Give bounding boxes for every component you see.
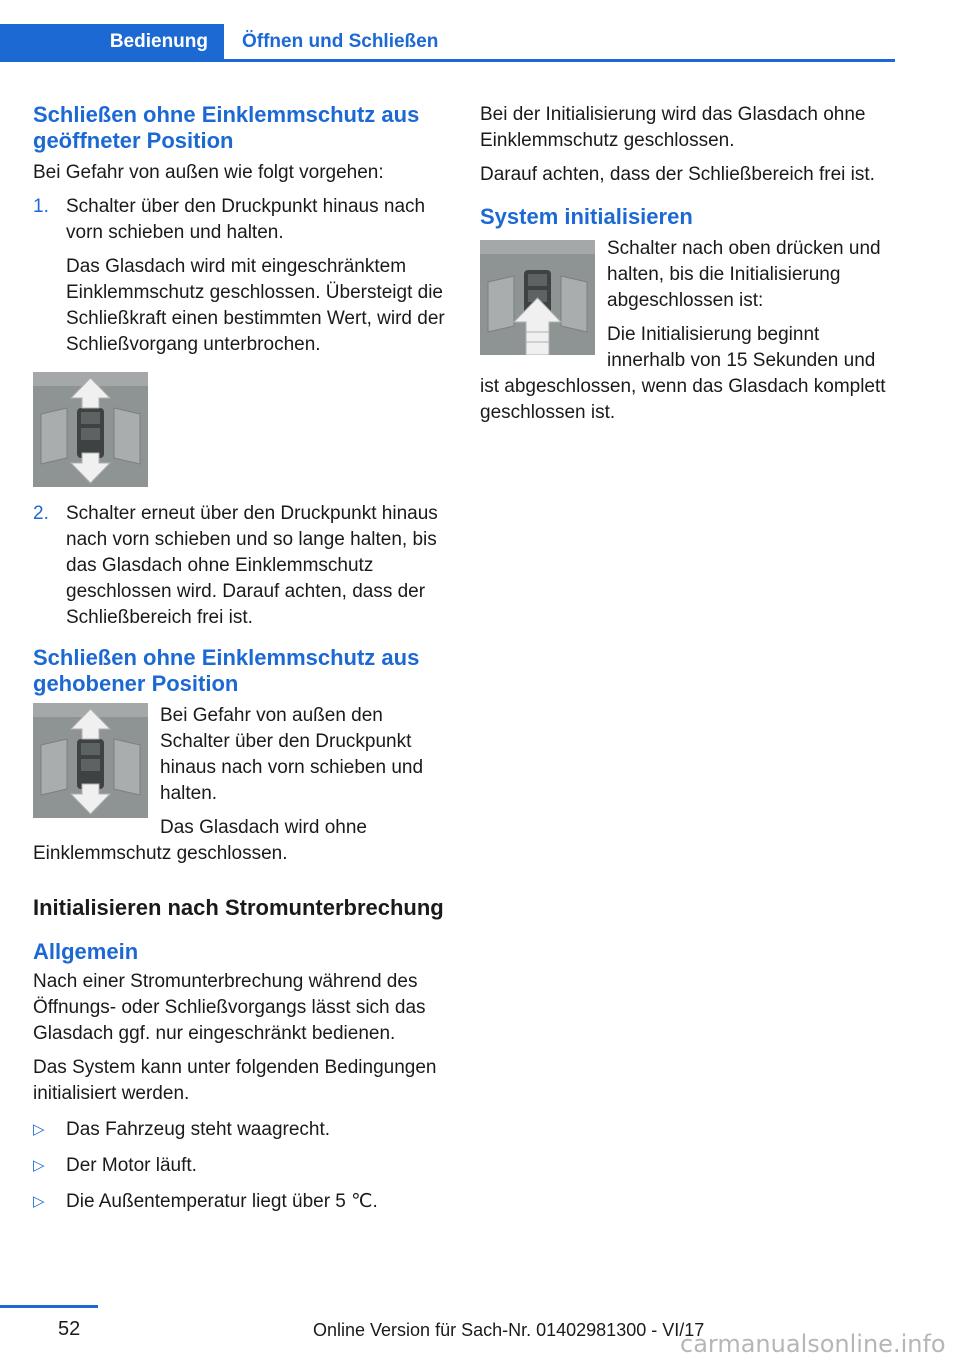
right-column [480,102,898,434]
condition-item: ▷ Die Außentemperatur liegt über 5 ℃. [33,1189,445,1215]
step-2 [33,501,445,631]
general-text-1: Nach einer Stromunterbrechung während des Öffnungs- oder Schließvorgangs lässt sich das Glasdach ggf. nur eingeschränkt bedienen. [33,971,426,1044]
triangle-bullet-icon: ▷ [33,1157,45,1174]
condition-item: ▷ Das Fahrzeug steht waagrecht. [33,1117,445,1143]
left-column [33,102,445,1223]
step-text: Schalter über den Druckpunkt hinaus nach vorn schieben und halten. [66,196,426,243]
steps-list [33,194,445,358]
header-tabs [0,0,895,62]
init-text-4: Die Initialisierung beginnt innerhalb von 15 Sekunden und ist abgeschlossen, wenn das Glasdach komplett geschlossen ist. [480,324,886,423]
switch-slide-both-icon [33,703,148,818]
heading-initialize: Initialisieren nach Stromunterbrechung [33,895,444,920]
step-1 [33,194,445,358]
switch-push-up-icon [480,240,595,355]
heading-system-init: System initialisieren [480,204,693,229]
step-number: 2. [33,503,49,524]
page-number: 52 [58,1318,81,1340]
init-text-3: Schalter nach oben drücken und halten, bis die Initialisierung abgeschlossen ist: [607,238,881,311]
watermark: carmanualsonline.info [680,1330,946,1358]
switch-slide-both-icon [33,372,148,487]
chapter-tab[interactable]: Öffnen und Schließen [242,31,439,52]
footer-divider [0,1305,98,1308]
header-divider [0,59,895,62]
section-tab[interactable]: Bedienung [0,24,224,60]
triangle-bullet-icon: ▷ [33,1193,45,1210]
step-text: Schalter erneut über den Druckpunkt hinaus nach vorn schieben und so lange halten, bis das Glasdach ohne Einklemmschutz geschlossen wird. Darauf achten, dass der Schließbereich frei ist. [66,503,438,628]
raised-text-1: Bei Gefahr von außen den Schalter über den Druckpunkt hinaus nach vorn schieben und halten. [160,705,424,804]
init-text-1: Bei der Initialisierung wird das Glasdach ohne Einklemmschutz geschlossen. [480,104,866,151]
conditions-list [33,1117,445,1215]
heading-general: Allgemein [33,939,139,964]
general-text-2: Das System kann unter folgenden Bedingungen initialisiert werden. [33,1057,437,1104]
heading-close-from-open: Schließen ohne Einklemmschutz aus geöffneter Position [33,102,420,153]
steps-list-continued [33,501,445,631]
step-subtext: Das Glasdach wird mit eingeschränktem Einklemmschutz geschlossen. Übersteigt die Schließkraft einen bestimmten Wert, wird der Schließvorgang unterbrochen. [66,256,445,355]
online-version-text: Online Version für Sach-Nr. 01402981300 - VI/17 [313,1320,705,1340]
heading-close-from-raised: Schließen ohne Einklemmschutz aus gehobener Position [33,645,420,696]
intro-text: Bei Gefahr von außen wie folgt vorgehen: [33,162,384,183]
triangle-bullet-icon: ▷ [33,1121,45,1138]
raised-text-2: Das Glasdach wird ohne Einklemmschutz geschlossen. [33,817,367,864]
condition-item: ▷ Der Motor läuft. [33,1153,445,1179]
step-number: 1. [33,196,49,217]
init-text-2: Darauf achten, dass der Schließbereich frei ist. [480,164,875,185]
